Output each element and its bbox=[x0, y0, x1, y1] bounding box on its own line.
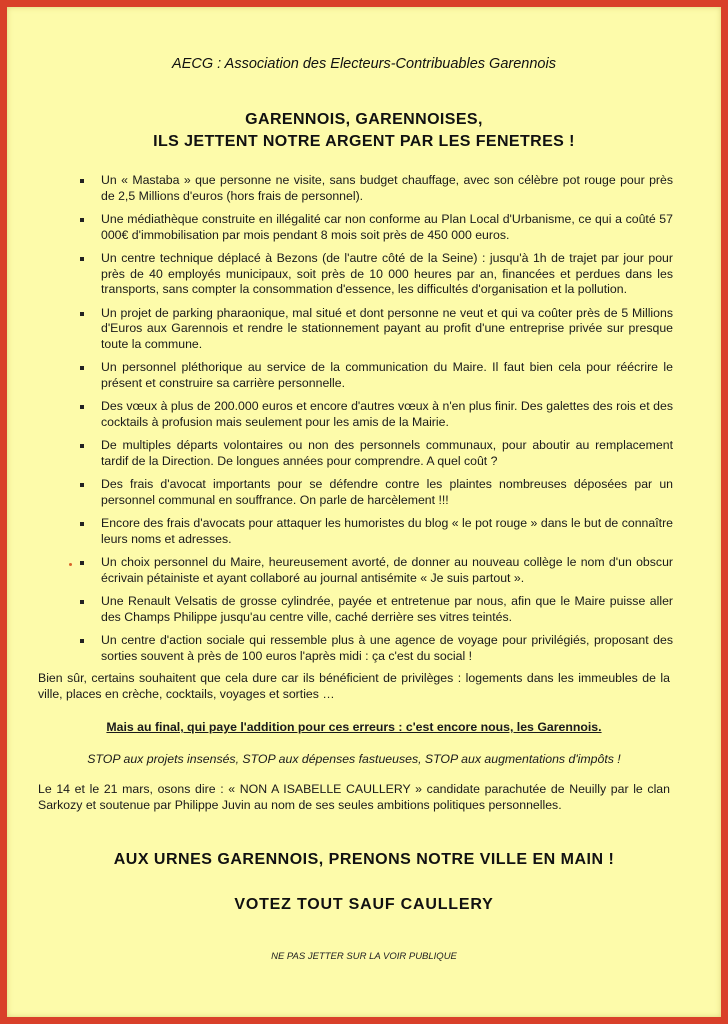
list-item: Un choix personnel du Maire, heureusement avorté, de donner au nouveau collège le nom d'un obscur écrivain pétainiste et ayant collaboré au journal antisémite « Je suis partout ». bbox=[101, 555, 673, 585]
stop-line: STOP aux projets insensés, STOP aux dépenses fastueuses, STOP aux augmentations d'impôts ! bbox=[87, 752, 621, 766]
headline-line-1: GARENNOIS, GARENNOISES, bbox=[245, 111, 483, 128]
slogan-ballot: AUX URNES GARENNOIS, PRENONS NOTRE VILLE EN MAIN ! bbox=[113, 851, 615, 868]
list-item: Un centre technique déplacé à Bezons (de l'autre côté de la Seine) : jusqu'à 1h de trajet par jour pour près de 40 employés municipaux, soit près de 10 000 heures par an, financées et perdues dans les transports, sans compter la consommation d'essence, les difficultés d'organisation et la pollution. bbox=[101, 250, 673, 297]
list-item: Un « Mastaba » que personne ne visite, sans budget chauffage, avec son célèbre pot rouge pour près de 2,5 Millions d'euros (hors frais de personnel). bbox=[101, 173, 673, 203]
association-name: AECG : Association des Electeurs-Contribuables Garennois bbox=[172, 56, 556, 72]
list-item: Des vœux à plus de 200.000 euros et encore d'autres vœux à n'en plus finir. Des galettes des rois et des cocktails à profusion mais seulement pour les amis de la Mairie. bbox=[101, 399, 673, 429]
list-item: Un centre d'action sociale qui ressemble plus à une agence de voyage pour privilégiés, proposant des sorties souvent à près de 100 euros l'après midi : ça c'est du social ! bbox=[101, 633, 673, 663]
vote-call-paragraph: Le 14 et le 21 mars, osons dire : « NON A ISABELLE CAULLERY » candidate parachutée de Neuilly par le clan Sarkozy et soutenue par Philippe Juvin au nom de ses seules ambitions politiques personnelles. bbox=[38, 782, 670, 812]
headline-line-2: ILS JETTENT NOTRE ARGENT PAR LES FENETRES ! bbox=[153, 133, 575, 150]
privileges-paragraph: Bien sûr, certains souhaitent que cela dure car ils bénéficient de privilèges : logements dans les immeubles de la ville, places en crèche, cocktails, voyages et sorties … bbox=[38, 671, 670, 701]
list-item: Encore des frais d'avocats pour attaquer les humoristes du blog « le pot rouge » dans le but de connaître leurs noms et adresses. bbox=[101, 516, 673, 546]
headline bbox=[7, 109, 721, 153]
list-item: Une Renault Velsatis de grosse cylindrée, payée et entretenue par nous, afin que le Maire puisse aller des Champs Philippe jusqu'au centre ville, caché derrière ses vitres teintés. bbox=[101, 594, 673, 624]
list-item: Un personnel pléthorique au service de la communication du Maire. Il faut bien cela pour réécrire le présent et construire sa carrière personnelle. bbox=[101, 360, 673, 390]
flyer-sheet bbox=[7, 7, 721, 1017]
grievance-list bbox=[101, 173, 673, 672]
slogan-vote: VOTEZ TOUT SAUF CAULLERY bbox=[234, 896, 494, 913]
list-item: Une médiathèque construite en illégalité car non conforme au Plan Local d'Urbanisme, ce qui a coûté 57 000€ d'immobilisation par mois pendant 8 mois soit près de 450 000 euros. bbox=[101, 211, 673, 242]
list-item: Un projet de parking pharaonique, mal situé et dont personne ne veut et qui va coûter près de 5 Millions d'Euros aux Garennois et rendre le stationnement payant au profit d'une entreprise privée sur presque toute la commune. bbox=[101, 305, 673, 351]
who-pays-line: Mais au final, qui paye l'addition pour ces erreurs : c'est encore nous, les Garennois. bbox=[106, 720, 602, 734]
footer-notice: NE PAS JETTER SUR LA VOIR PUBLIQUE bbox=[271, 951, 457, 962]
ink-dot bbox=[69, 563, 72, 566]
list-item: De multiples départs volontaires ou non des personnels communaux, pour aboutir au remplacement tardif de la Direction. De longues années pour comprendre. A quel coût ? bbox=[101, 438, 673, 468]
list-item: Des frais d'avocat importants pour se défendre contre les plaintes nombreuses déposées par un personnel communal en souffrance. On parle de harcèlement !!! bbox=[101, 477, 673, 507]
